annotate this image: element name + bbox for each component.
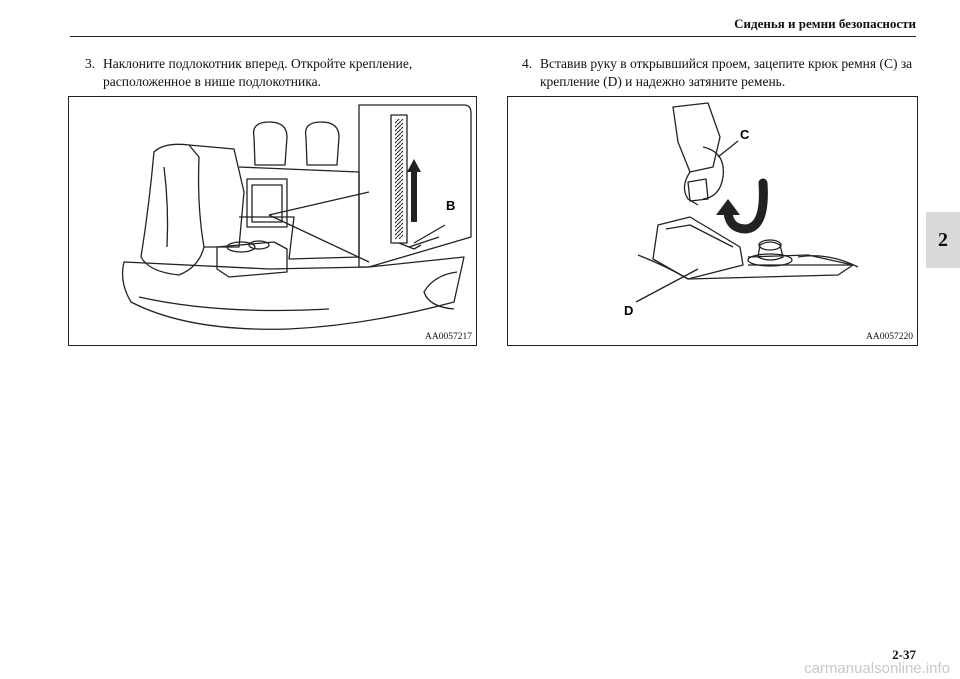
step-number: 4.: [522, 56, 533, 71]
hook-anchor-illustration: [508, 97, 917, 345]
step-number: 3.: [85, 56, 96, 71]
figure-code: AA0057220: [866, 332, 913, 342]
step-4: [522, 55, 922, 91]
step-3: [85, 55, 485, 91]
chapter-tab: 2: [926, 212, 960, 268]
figure-belt-hook-anchor: [507, 96, 918, 346]
step-text: Наклоните подлокотник вперед. Откройте крепление, расположенное в нише подлокотника.: [103, 56, 413, 89]
rear-seat-illustration: [69, 97, 476, 345]
callout-label-b: B: [446, 198, 456, 213]
header-rule: [70, 36, 916, 37]
callout-label-d: D: [624, 303, 634, 318]
running-header: Сиденья и ремни безопасности: [734, 16, 916, 31]
callout-label-c: C: [740, 127, 750, 142]
figure-rear-seat-armrest: [68, 96, 477, 346]
step-text: Вставив руку в открывшийся проем, зацепите крюк ремня (C) за крепление (D) и надежно затяните ремень.: [540, 56, 913, 89]
figure-code: AA0057217: [425, 332, 472, 342]
page-number: 2-37: [892, 647, 916, 662]
watermark: carmanualsonline.info: [804, 660, 950, 677]
